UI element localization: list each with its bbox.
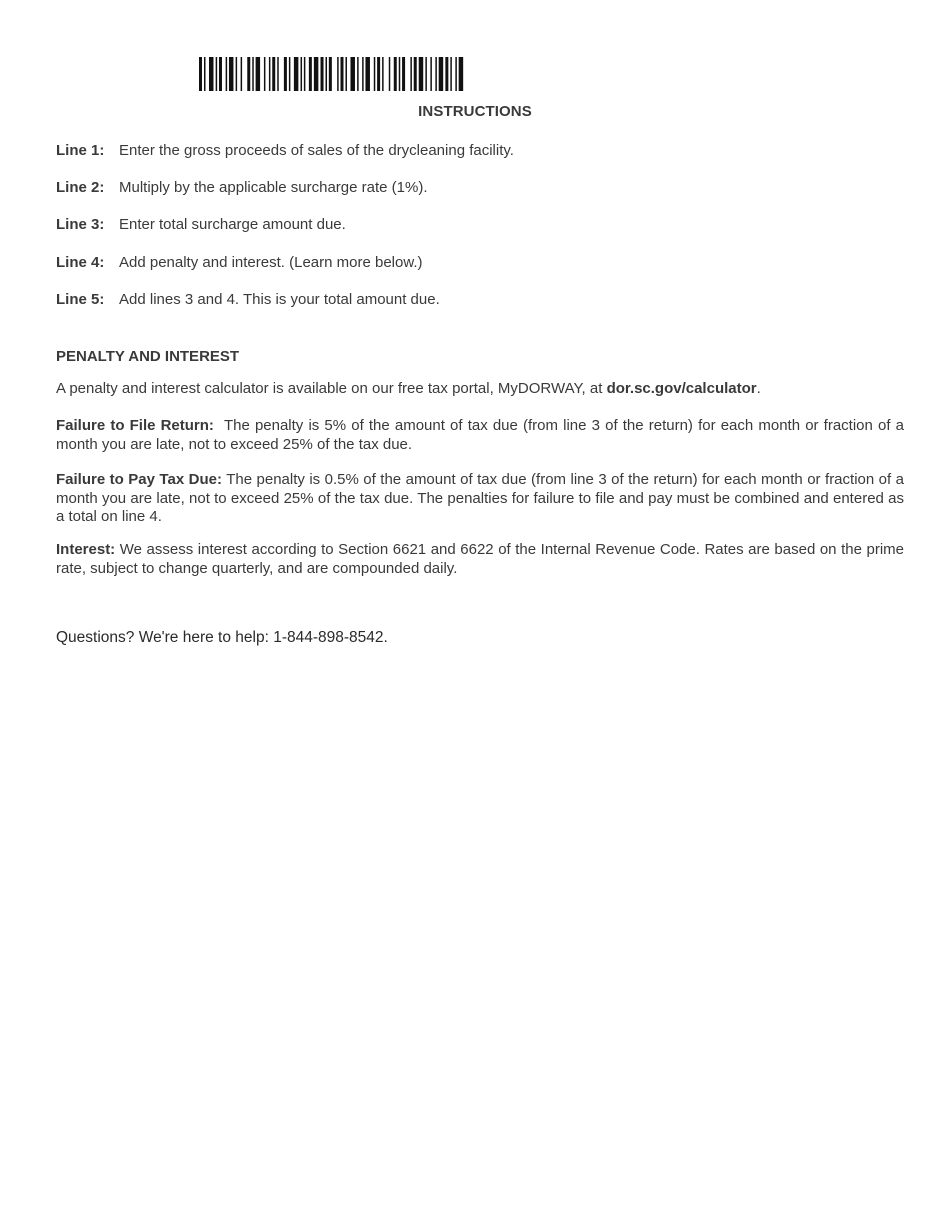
line-2-label: Line 2: — [56, 179, 105, 196]
instruction-line-4 — [56, 254, 423, 272]
failure-to-file-label: Failure to File Return: — [56, 417, 214, 434]
line-5-text: Add lines 3 and 4. This is your total amount due. — [119, 291, 440, 308]
barcode-image — [199, 57, 467, 91]
line-2-text: Multiply by the applicable surcharge rate (1%). — [119, 179, 428, 196]
line-5-label: Line 5: — [56, 291, 105, 308]
interest-paragraph — [56, 541, 904, 578]
interest-label: Interest: — [56, 541, 116, 558]
failure-to-pay-text: The penalty is 0.5% of the amount of tax due (from line 3 of the return) for each month or fraction of a month you are late, not to exceed 25% of the tax due. The penalties for failure to file and pay must be combined and entered as a total on line 4. — [56, 471, 904, 525]
line-4-text: Add penalty and interest. (Learn more below.) — [119, 254, 423, 271]
calculator-text: A penalty and interest calculator is available on our free tax portal, MyDORWAY, at — [56, 380, 607, 397]
instruction-line-2 — [56, 179, 427, 197]
calculator-paragraph — [56, 380, 904, 399]
failure-to-pay-label: Failure to Pay Tax Due: — [56, 471, 222, 488]
failure-to-pay-paragraph — [56, 471, 904, 527]
penalty-interest-heading: PENALTY AND INTEREST — [56, 348, 240, 365]
instruction-line-1 — [56, 142, 514, 160]
instruction-line-3 — [56, 216, 346, 234]
line-3-label: Line 3: — [56, 216, 105, 233]
calculator-end: . — [756, 380, 761, 397]
line-4-label: Line 4: — [56, 254, 105, 271]
line-1-label: Line 1: — [56, 142, 105, 159]
calculator-link[interactable]: dor.sc.gov/calculator — [606, 380, 757, 397]
failure-to-file-paragraph — [56, 417, 904, 454]
questions-help-line: Questions? We're here to help: 1-844-898-8542. — [56, 629, 388, 646]
instruction-line-5 — [56, 291, 440, 309]
page-title: INSTRUCTIONS — [418, 103, 532, 120]
failure-to-file-text: The penalty is 5% of the amount of tax due (from line 3 of the return) for each month or fraction of a month you are late, not to exceed 25% of the tax due. — [56, 417, 904, 453]
line-3-text: Enter total surcharge amount due. — [119, 216, 346, 233]
interest-text: We assess interest according to Section 6621 and 6622 of the Internal Revenue Code. Rates are based on the prime rate, subject to change quarterly, and are compounded daily. — [56, 541, 904, 577]
line-1-text: Enter the gross proceeds of sales of the drycleaning facility. — [119, 142, 514, 159]
